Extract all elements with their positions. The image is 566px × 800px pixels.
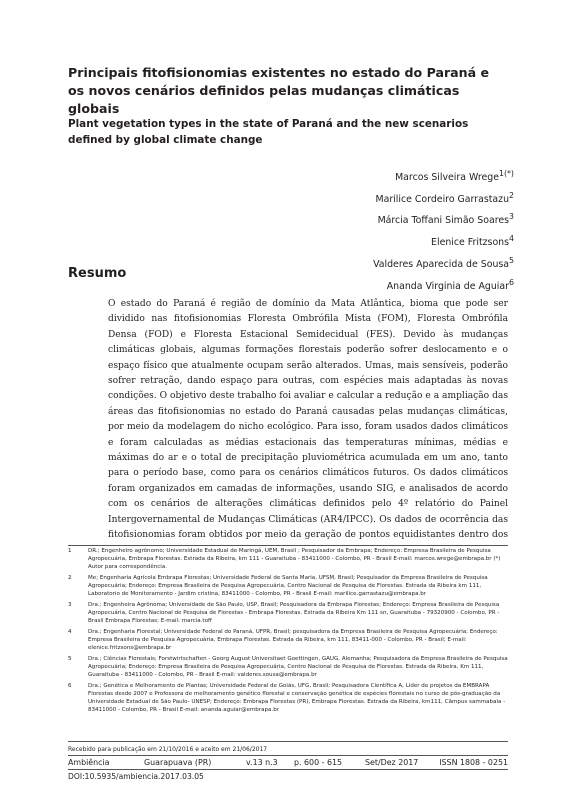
footnote-number: 1 — [68, 548, 72, 554]
footnote-number: 2 — [68, 575, 72, 582]
issue-date: Set/Dez 2017 — [365, 758, 419, 767]
footer-divider-bottom — [68, 769, 508, 770]
author-line — [373, 165, 514, 187]
author-affiliation-mark: 5 — [509, 255, 514, 265]
journal-volume: v.13 n.3 — [246, 758, 278, 767]
title-english: Plant vegetation types in the state of Paraná and the new scenarios defined by global climate change — [68, 118, 469, 146]
footnote-text: DR.; Engenheiro agrônomo; Universidade Estadual de Maringá, UEM, Brasil ; Pesquisador da Embrapa; Endereço: Empresa Brasileira de Pesquisa Agropecuária, Embrapa Florestas. Estrada da Ribeira, km 111 - Guaraituba - 83411000 - Colombo, PR - Brasil E-mail: marcos.wrege@embrapa.br (*) Autor para correspondência. — [88, 548, 501, 571]
footer-divider-top — [68, 755, 508, 756]
section-heading-abstract: Resumo — [68, 266, 127, 281]
author-line — [373, 208, 514, 230]
footnote — [68, 628, 508, 652]
footnote-text: Dra.; Engenheira Agrônoma; Universidade de São Paulo, USP, Brasil; Pesquisadora da Embrapa Florestas; Endereço: Empresa Brasileira de Pesquisa Agropecuária, Centro Nacional de Pesquisa de Florestas - Embrapa Florestas. Estrada da Ribeira Km 111 sn, Guaraituba - 79320900 - Colombo, PR - Brasil Embrapa Florestas; E-mail: marcia.toff — [88, 602, 500, 625]
footnotes — [68, 547, 508, 717]
author-affiliation-mark: 1(*) — [498, 169, 514, 178]
journal-name: Ambiência — [68, 758, 110, 767]
doi: DOI:10.5935/ambiencia.2017.03.05 — [68, 772, 204, 781]
received-divider — [68, 741, 508, 742]
footnote-text: Dra.; Engenharia Florestal; Universidade Federal do Paraná, UFPR, Brasil; pesquisadora da Empresa Brasileira de Pesquisa Agropecuária; Endereço: Empresa Brasileira de Pesquisa Agropecuária, Embrapa Florestas. Estrada da Ribeira, km 111, 83411-000 - Colombo, PR - Brasil; E-mail: elenice.fritzsons@embrapa.br — [88, 629, 498, 652]
author-line — [373, 230, 514, 252]
footnote — [68, 682, 508, 714]
footnote-text: Dra.; Genética e Melhoramento de Plantas; Universidade Federal de Goiás, UFG, Brasil; Pesquisadora Científica A, Líder de projetos da EMBRAPA Florestas desde 2007 e Professora de melhoramento genético florestal e conservação genética de espécies florestais no curso de pós-graduação da Universidade Estadual de São Paulo- UNESP; Endereço: Embrapa Florestas (PR), Embrapa Florestas. Estrada da Ribeira, km111, Câmpus sammabaia - 83411000 - Colombo, PR - Brasil E-mail: ananda.aguiar@embrapa.br — [88, 683, 506, 714]
author-line — [373, 274, 514, 296]
received-date: Recebido para publicação em 21/10/2016 e aceito em 21/06/2017 — [68, 746, 268, 753]
author-affiliation-mark: 6 — [509, 277, 514, 287]
author-name: Marilice Cordeiro Garrastazu — [375, 193, 510, 205]
author-line — [373, 252, 514, 274]
footnote-number: 5 — [68, 656, 72, 663]
author-name: Ananda Virginia de Aguiar — [386, 280, 510, 292]
footnote-text: Dra.; Ciências Florestais; Forstwirtschaften - Georg August Universitaet Goettingen, GAUG, Alemanha; Pesquisadora da Empresa Brasileira de Pesquisa Agropecuária; Endereço: Empresa Brasileira de Pesquisa Agropecuária, Centro Nacional de Pesquisa de Florestas. Estrada da Ribeira, Km 111, Guaraituba - 83411000 - Colombo, PR - Brasil E-mail: valderes.sousa@embrapa.br — [88, 656, 508, 679]
author-name: Elenice Fritzsons — [431, 237, 510, 249]
footnote-number: 4 — [68, 629, 72, 636]
author-name: Marcos Silveira Wrege — [395, 172, 499, 184]
footnote — [68, 574, 508, 598]
author-affiliation-mark: 3 — [509, 212, 514, 222]
title-portuguese: Principais fitofisionomias existentes no estado do Paraná e os novos cenários definidos pelas mudanças climáticas globais — [68, 65, 490, 116]
author-name: Valderes Aparecida de Sousa — [373, 259, 510, 270]
abstract-text: O estado do Paraná é região de domínio da Mata Atlântica, bioma que pode ser dividido nas fitofisionomias Floresta Ombrófila Mista (FOM), Floresta Ombrófila Densa (FOD) e Floresta Estacional Semidecidual (FES). Devido às mudanças climáticas globais, algumas formações florestais poderão sofrer deslocamento e o espaço físico que atualmente ocupam serão alterados. Umas, mais sensíveis, poderão sofrer retração, dando espaço para outras, com espécies mais adaptadas às novas condições. O objetivo deste trabalho foi avaliar e calcular a redução e a ampliação das áreas das fitofisionomias no estado do Paraná causadas pelas mudanças climáticas, por meio da modelagem do nicho ecológico. Para isso, foram usados dados climáticos e foram calculadas as médias estacionais das temperaturas mínimas, médias e máximas do ar e o total de precipitação pluviométrica acumulada em um ano, tanto para o período base, como para os cenários climáticos futuros. Os dados climáticos foram organizados em camadas de informações, usando SIG, e analisados de acordo com os cenários de alterações climáticas definidos pelo 4º relatório do Painel Intergovernamental de Mudanças Climáticas (AR4/IPCC). Os dados de ocorrência das fitofisionomias foram obtidos por meio da geração de pontos equidistantes dentro dos — [108, 299, 508, 541]
footnote-number: 3 — [68, 602, 72, 609]
issn: ISSN 1808 - 0251 — [439, 758, 508, 767]
footnote — [68, 655, 508, 679]
footnote-number: 6 — [68, 683, 72, 690]
footnote — [68, 547, 508, 571]
author-affiliation-mark: 4 — [509, 234, 514, 244]
author-affiliation-mark: 2 — [509, 190, 514, 200]
journal-city: Guarapuava (PR) — [144, 758, 212, 767]
author-list — [373, 165, 514, 295]
footnote-divider — [68, 545, 508, 546]
author-line — [373, 187, 514, 209]
footnote-text: Me; Engenharia Agrícola Embrapa Florestas; Universidade Federal de Santa Maria, UFSM, Brasil; Pesquisador da Empresa Brasileira de Pesquisa Agropecuária; Endereço: Empresa Brasileira de Pesquisa Agropecuária, Centro Nacional de Pesquisa de Florestas. Estrada da Ribeira km 111, Laboratorio de Monitoramento - Jardim cristina, 83411000 - Colombo, PR - Brasil E-mail: marilice.garrastazu@embrapa.br — [88, 575, 488, 598]
page-range: p. 600 - 615 — [294, 758, 343, 767]
author-name: Márcia Toffani Simão Soares — [377, 215, 510, 227]
footnote — [68, 601, 508, 625]
